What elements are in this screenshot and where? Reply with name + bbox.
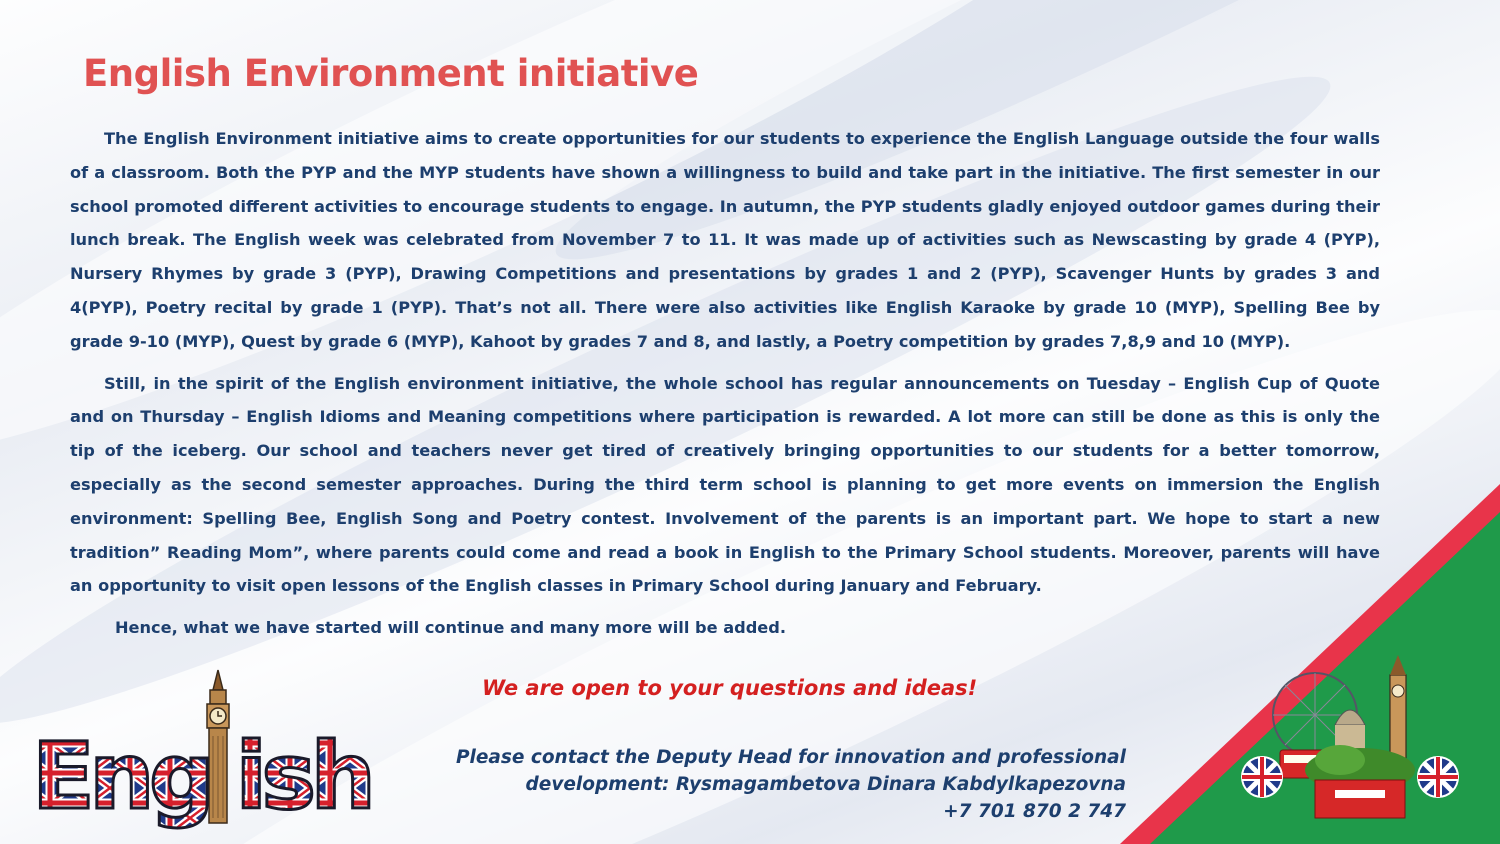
svg-text:Eng ish: Eng ish — [32, 723, 372, 830]
union-jack-flag-right-icon — [1418, 757, 1458, 797]
contact-phone: +7 701 870 2 747 — [943, 801, 1126, 822]
paragraph-3: Hence, what we have started will continue and many more will be added. — [115, 618, 787, 638]
article-body — [70, 122, 1380, 653]
paragraph-2: Still, in the spirit of the English environment initiative, the whole school has regular announcements on Tuesday – English Cup of Quote and on Thursday – English Idioms and Meaning competitions where participation is rewarded. A lot more can still be done as this is only the tip of the iceberg. Our school and teachers never get tired of creatively bringing opportunities to our students for a better tomorrow, especially as the second semester approaches. During the third term school is planning to get more events on immersion the English environment: Spelling Bee, English Song and Poetry contest. Involvement of the parents is an important part. We hope to start a new tradition” Reading Mom”, where parents could come and read a book in English to the Primary School students. Moreover, parents will have an opportunity to visit open lessons of the English classes in Primary School during January and February. — [70, 373, 1380, 596]
contact-info — [456, 744, 1126, 825]
paragraph-1: The English Environment initiative aims to create opportunities for our students to experience the English Language outside the four walls of a classroom. Both the PYP and the MYP students have shown a willingness to build and take part in the initiative. The first semester in our school promoted different activities to encourage students to engage. In autumn, the PYP students gladly enjoyed outdoor games during their lunch break. The English week was celebrated from November 7 to 11. It was made up of activities such as Newscasting by grade 4 (PYP), Nursery Rhymes by grade 3 (PYP), Drawing Competitions and presentations by grades 1 and 2 (PYP), Scavenger Hunts by grades 3 and 4(PYP), Poetry recital by grade 1 (PYP). That’s not all. There were also activities like English Karaoke by grade 10 (MYP), Spelling Bee by grade 9-10 (MYP), Quest by grade 6 (MYP), Kahoot by grades 7 and 8, and lastly, a Poetry competition by grades 7,8,9 and 10 (MYP). — [70, 129, 1380, 351]
tagline: We are open to your questions and ideas! — [482, 676, 978, 700]
page-title: English Environment initiative — [83, 52, 699, 95]
contact-line-1: Please contact the Deputy Head for innovation and professional — [455, 747, 1126, 768]
union-jack-flag-left-icon — [1242, 757, 1282, 797]
contact-line-2: development: Rysmagambetova Dinara Kabdylkapezovna — [525, 774, 1126, 795]
big-ben-union-jack-logo — [30, 668, 375, 833]
london-landmarks-icon — [1240, 655, 1460, 825]
